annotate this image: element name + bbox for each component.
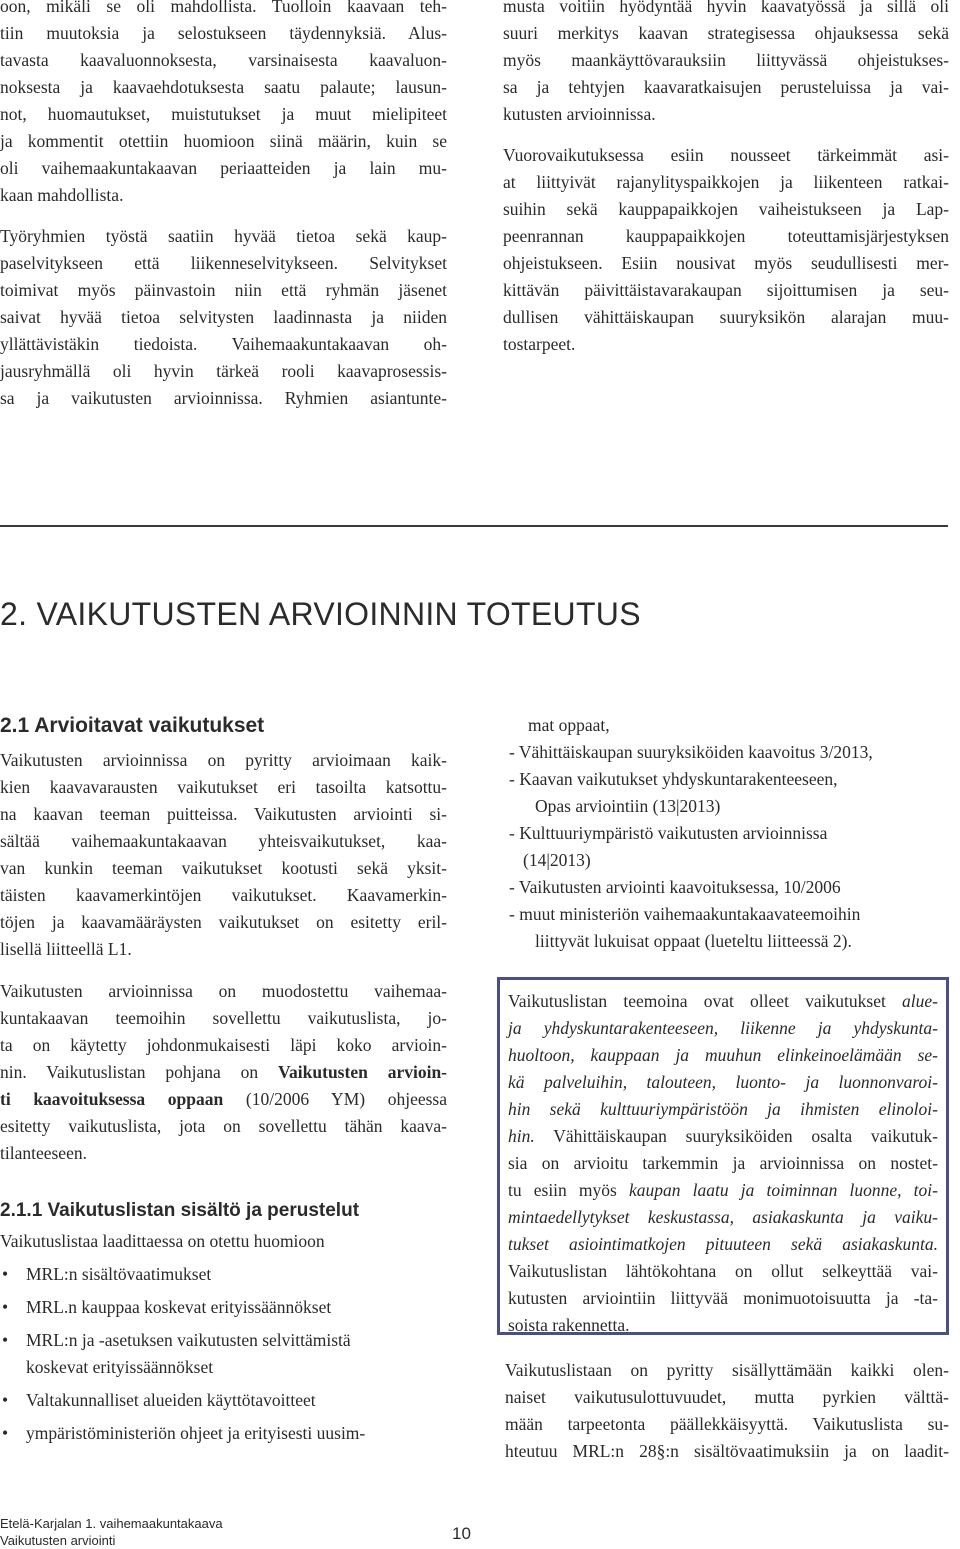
text-line: oli vaihemaakuntakaavan periaatteiden ja lain mu- [0,158,447,178]
paragraph-expertise [503,0,949,128]
text-line [508,1177,938,1204]
list-item-text: MRL.n kauppaa koskevat erityissäännökset [26,1297,332,1317]
text-line: at liittyivät rajanylityspaikkojen ja liikenteen ratkai- [503,172,949,192]
bullet-icon: • [2,1423,9,1443]
text-line: myös maankäyttövarauksiin liittyvässä ohjeistukses- [503,50,949,70]
text-line: kien kaavavarausten vaikutukset eri tasoilta katsottu- [0,777,447,797]
italic-run: kä palveluihin, talouteen, luonto- ja luonnonvaroi- [508,1072,938,1092]
text-line: saivat hyvää tietoa selvitysten laadinnasta ja niiden [0,307,447,327]
text-line: tavasta kaavaluonnoksesta, varsinaisesta kaavaluon- [0,50,447,70]
bullet-icon: • [2,1297,9,1317]
text-line: esitetty vaikutuslista, jota on sovellettu tähän kaava- [0,1116,447,1136]
bullet-icon: • [2,1330,9,1350]
text-line: sia on arvioitu tarkemmin ja arvioinnissa on nostet- [508,1153,938,1173]
guide-title-part: ti kaavoituksessa oppaan [0,1089,224,1109]
text-line: Vaikutusten arvioinnissa on pyritty arvioimaan kaik- [0,750,447,770]
list-item [509,820,954,874]
text-line [0,1086,447,1113]
text-line: kittävän päivittäistavarakaupan sijoittumisen ja seu- [503,280,949,300]
subheading-2-1-1: 2.1.1 Vaikutuslistan sisältö ja perustelut [0,1200,360,1221]
italic-run: mintaedellytykset keskustassa, asiakaskunta ja vaiku- [508,1207,938,1227]
text-line: töjen ja kaavamääräysten vaikutukset on esitetty eril- [0,912,447,932]
list-item [0,1327,447,1381]
text-line [508,988,938,1015]
text-line: Työryhmien työstä saatiin hyvää tietoa sekä kaup- [0,226,447,246]
list-item [0,1387,447,1414]
list-item-text: - Vähittäiskaupan suuryksiköiden kaavoitus 3/2013, [509,742,873,762]
text-line: kuntakaavan teemoihin sovellettu vaikutuslista, jo- [0,1008,447,1028]
paragraph-impact-list [0,978,447,1167]
intro-2-1-1: Vaikutuslistaa laadittaessa on otettu huomioon [0,1231,325,1251]
text-line: kutusten arviointiin liittyvää monimuotoisuutta ja -ta- [508,1288,938,1308]
text-line [508,1069,938,1096]
text-line [508,1204,938,1231]
requirements-list [0,1261,447,1447]
list-item [0,1294,447,1321]
bullet-icon: • [2,1390,9,1410]
italic-run: ja yhdyskuntarakenteeseen, liikenne ja yhdyskunta- [508,1018,938,1038]
text-line: ta on käytetty johdonmukaisesti läpi koko arvioin- [0,1035,447,1055]
italic-run: hin sekä kulttuuriympäristöön ja ihmisten elinoloi- [508,1099,938,1119]
text-line: sa ja vaikutusten arvioinnissa. Ryhmien asiantunte- [0,388,447,408]
text-run: (10/2006 YM) ohjeessa [223,1089,447,1109]
text-line: toimivat myös päinvastoin niin että ryhmän jäsenet [0,280,447,300]
footer-line: Vaikutusten arviointi [0,1533,116,1548]
text-line: kutusten arvioinnissa. [503,104,656,124]
text-line: Vuorovaikutuksessa esiin nousseet tärkeimmät asi- [503,145,949,165]
text-line: mat oppaat, [528,715,610,735]
text-line [508,1015,938,1042]
text-line: lisellä liitteellä L1. [0,939,132,959]
text-line [508,1096,938,1123]
text-line: paselvitykseen että liikenneselvitykseen. Selvitykset [0,253,447,273]
italic-run: alue- [902,991,938,1011]
text-run: tu esiin myös [508,1180,629,1200]
text-line [508,1042,938,1069]
bullet-icon: • [2,1264,9,1284]
text-line: ohjeistukseen. Esiin nousivat myös seudullisesti mer- [503,253,949,273]
paragraph-impact-dimensions [505,1357,949,1465]
paragraph-interaction [503,142,949,358]
list-item-text: - Vaikutusten arviointi kaavoituksessa, 10/2006 [509,877,841,897]
text-line: jausryhmällä oli hyvin tärkeä rooli kaavaprosessis- [0,361,447,381]
text-line: not, huomautukset, muistutukset ja muut mielipiteet [0,104,447,124]
text-line: naiset vaikutusulottuvuudet, mutta pyrkien välttä- [505,1387,949,1407]
text-line: sa ja tehtyjen kaavaratkaisujen perusteluissa ja vai- [503,77,949,97]
list-item-text: MRL:n ja -asetuksen vaikutusten selvittämistä [26,1330,351,1350]
list-item [509,739,954,766]
text-line: tiin muutoksia ja selostukseen täydennyksiä. Alus- [0,23,447,43]
text-line: mään tarpeetonta päällekkäisyyttä. Vaikutuslista su- [505,1414,949,1434]
list-item-text: Valtakunnalliset alueiden käyttötavoitteet [26,1390,316,1410]
page-number: 10 [452,1524,471,1543]
upper-left-column [0,0,447,426]
text-line: Vaikutusten arvioinnissa on muodostettu vaihemaa- [0,981,447,1001]
list-item-text: (14|2013) [523,850,591,870]
text-line: soista rakennetta. [508,1315,630,1335]
paragraph-assessed-effects [0,747,447,963]
text-line: oon, mikäli se oli mahdollista. Tuolloin kaavaan teh- [0,0,447,16]
list-item [509,874,954,901]
lower-left-column [0,712,447,1453]
list-item-text: - Kulttuuriympäristö vaikutusten arvioinnissa [509,823,828,843]
text-line: sältää vaihemaakuntakaavan yhteisvaikutukset, kaa- [0,831,447,851]
text-line: tostarpeet. [503,334,576,354]
italic-run: hin. [508,1126,535,1146]
list-item [509,766,954,820]
italic-run: tukset asiointimatkojen pituuteen sekä asiakaskunta. [508,1234,938,1254]
text-line: musta voitiin hyödyntää hyvin kaavatyössä ja sillä oli [503,0,949,16]
text-line: peenrannan kauppapaikkojen toteuttamisjärjestyksen [503,226,949,246]
text-line: dullisen vähittäiskaupan suuryksikön alarajan muu- [503,307,949,327]
list-item-text: liittyvät lukuisat oppaat (lueteltu liitteessä 2). [535,931,852,951]
upper-right-column [503,0,949,372]
text-line: van kunkin teeman vaikutukset kootusti sekä yksit- [0,858,447,878]
list-item-text: ympäristöministeriön ohjeet ja erityisesti uusim- [26,1423,366,1443]
subheading-2-1: 2.1 Arvioitavat vaikutukset [0,714,265,737]
text-line: Vaikutuslistan lähtökohtana on ollut selkeyttää vai- [508,1261,938,1281]
text-line: kaan mahdollista. [0,185,124,205]
guide-title-part: Vaikutusten arvioin- [278,1062,448,1082]
impact-themes-box [497,977,949,1335]
footer-line: Etelä-Karjalan 1. vaihemaakuntakaava [0,1516,223,1531]
italic-run: kaupan laatu ja toiminnan luonne, toi- [628,1180,938,1200]
italic-run: huoltoon, kauppaan ja muuhun elinkeinoelämään se- [508,1045,938,1065]
text-line: suihin sekä kauppapaikkojen vaiheistukseen ja Lap- [503,199,949,219]
list-item-text: MRL:n sisältövaatimukset [26,1264,212,1284]
text-line: täisten kaavamerkintöjen vaikutukset. Kaavamerkin- [0,885,447,905]
text-line [0,1059,447,1086]
text-line: yllättävistäkin tiedoista. Vaihemaakuntakaavan oh- [0,334,447,354]
list-item [0,1420,447,1447]
list-item-text: koskevat erityissäännökset [26,1357,214,1377]
text-line: ja kommentit otettiin huomioon siinä määrin, kuin se [0,131,447,151]
text-run: Vaikutuslistan teemoina ovat olleet vaikutukset [508,991,903,1011]
section-divider [0,525,948,527]
text-line [508,1231,938,1258]
guides-list-block [509,712,954,955]
footer-document-title [0,1515,223,1549]
text-line: suuri merkitys kaavan strategisessa ohjauksessa sekä [503,23,949,43]
paragraph-working-groups [0,223,447,412]
list-item [509,901,954,955]
text-line: na kaavan teeman puitteissa. Vaikutusten arviointi si- [0,804,447,824]
text-line: Vaikutuslistaan on pyritty sisällyttämään kaikki olen- [505,1360,949,1380]
section-heading: 2. VAIKUTUSTEN ARVIOINNIN TOTEUTUS [0,596,641,632]
list-item-text: - muut ministeriön vaihemaakuntakaavateemoihin [509,904,861,924]
text-run: nin. Vaikutuslistan pohjana on [0,1062,279,1082]
text-line [508,1123,938,1150]
paragraph-feedback [0,0,447,209]
text-run: Vähittäiskaupan suuryksiköiden osalta vaikutuk- [534,1126,938,1146]
guides-list [509,739,954,955]
text-line: tilanteeseen. [0,1143,87,1163]
text-line: hteutuu MRL:n 28§:n sisältövaatimuksiin ja on laadit- [505,1441,949,1461]
list-item-text: - Kaavan vaikutukset yhdyskuntarakenteeseen, [509,769,838,789]
list-item [0,1261,447,1288]
list-item-text: Opas arviointiin (13|2013) [535,796,721,816]
text-line: noksesta ja kaavaehdotuksesta saatu palaute; lausun- [0,77,447,97]
